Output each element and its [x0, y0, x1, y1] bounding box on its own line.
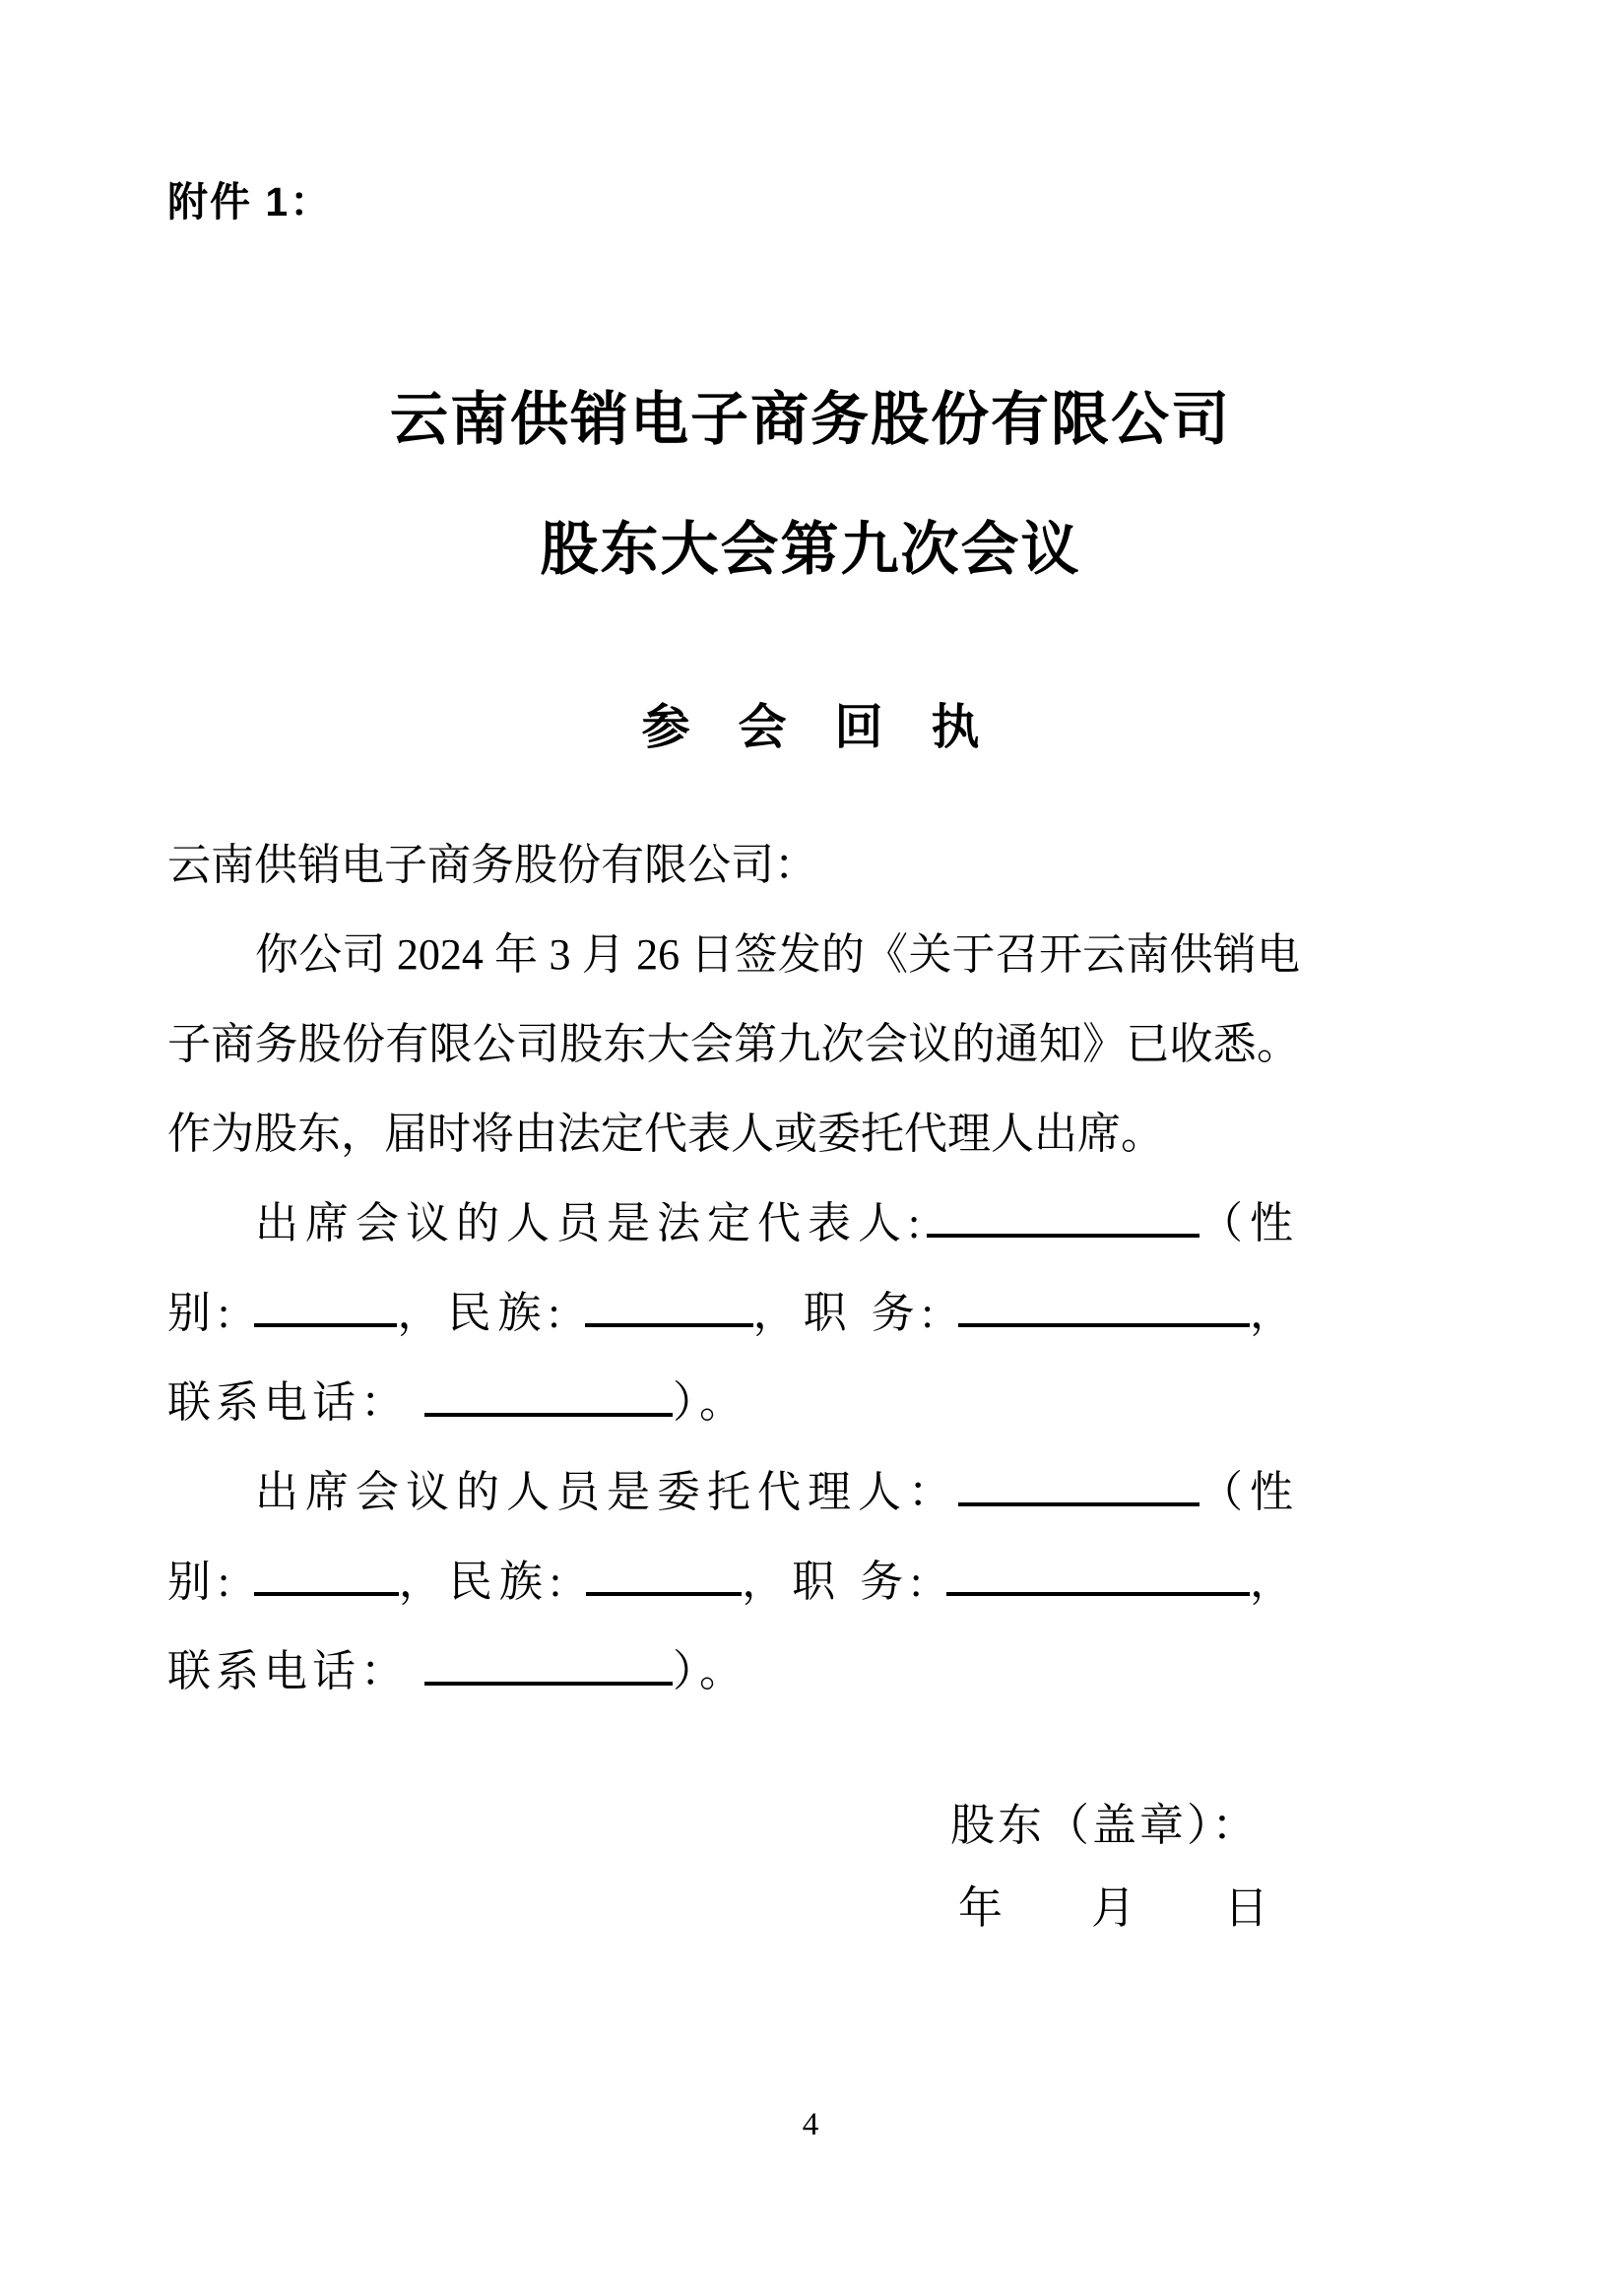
page-number: 4	[802, 2107, 819, 2142]
document-title-line-2: 股东大会第九次会议	[540, 517, 1081, 582]
legal-representative-line2	[167, 1268, 1300, 1358]
text-segment: 联系电话：	[167, 1378, 424, 1427]
signature-date-line: 年 月 日	[958, 1883, 1269, 1933]
blank-field	[254, 1586, 399, 1596]
document-body	[167, 820, 1300, 1716]
text-segment: ，民族:	[397, 1289, 585, 1337]
text-segment: ，职 务:	[742, 1558, 947, 1606]
entrusted-agent-line3	[167, 1626, 1300, 1716]
text-segment: ）。	[673, 1378, 747, 1427]
blank-field	[958, 1497, 1200, 1506]
paragraph1-line1: 你公司 2024 年 3 月 26 日签发的《关于召开云南供销电	[255, 930, 1300, 979]
salutation-line: 云南供销电子商务股份有限公司：	[167, 841, 817, 889]
legal-representative-line3	[167, 1358, 1300, 1447]
blank-field	[586, 1586, 742, 1596]
text-segment: 别:	[167, 1289, 255, 1337]
blank-field	[927, 1228, 1200, 1238]
paragraph1-line2: 子商务股份有限公司股东大会第九次会议的通知》已收悉。	[167, 1020, 1300, 1068]
entrusted-agent-line1	[167, 1447, 1300, 1537]
text-segment: 别:	[167, 1558, 255, 1606]
text-segment: ，	[1250, 1289, 1301, 1337]
text-segment: 出席会议的人员是法定代表人:	[255, 1199, 928, 1247]
text-segment: （性	[1200, 1199, 1300, 1247]
text-segment: （性	[1200, 1468, 1300, 1516]
entrusted-agent-line2	[167, 1537, 1300, 1626]
attachment-label: 附件 1：	[167, 179, 333, 224]
document-subtitle: 参 会 回 执	[641, 700, 980, 754]
text-segment: ）。	[673, 1647, 747, 1695]
blank-field	[424, 1676, 673, 1686]
document-title-line-1: 云南供销电子商务股份有限公司	[389, 387, 1231, 452]
text-segment: ，民族:	[398, 1558, 587, 1606]
paragraph1-line3: 作为股东，届时将由法定代表人或委托代理人出席。	[167, 1110, 1164, 1158]
legal-representative-line1	[167, 1179, 1300, 1268]
blank-field	[946, 1586, 1250, 1596]
blank-field	[585, 1317, 753, 1327]
text-segment: ，	[1250, 1558, 1300, 1606]
blank-field	[424, 1407, 673, 1417]
blank-field	[958, 1317, 1250, 1327]
shareholder-stamp-label: 股东（盖章）：	[950, 1801, 1260, 1850]
blank-field	[254, 1317, 397, 1327]
text-segment: 联系电话：	[167, 1647, 424, 1695]
text-segment: ，职 务:	[752, 1289, 958, 1337]
text-segment: 出席会议的人员是委托代理人：	[255, 1468, 958, 1516]
